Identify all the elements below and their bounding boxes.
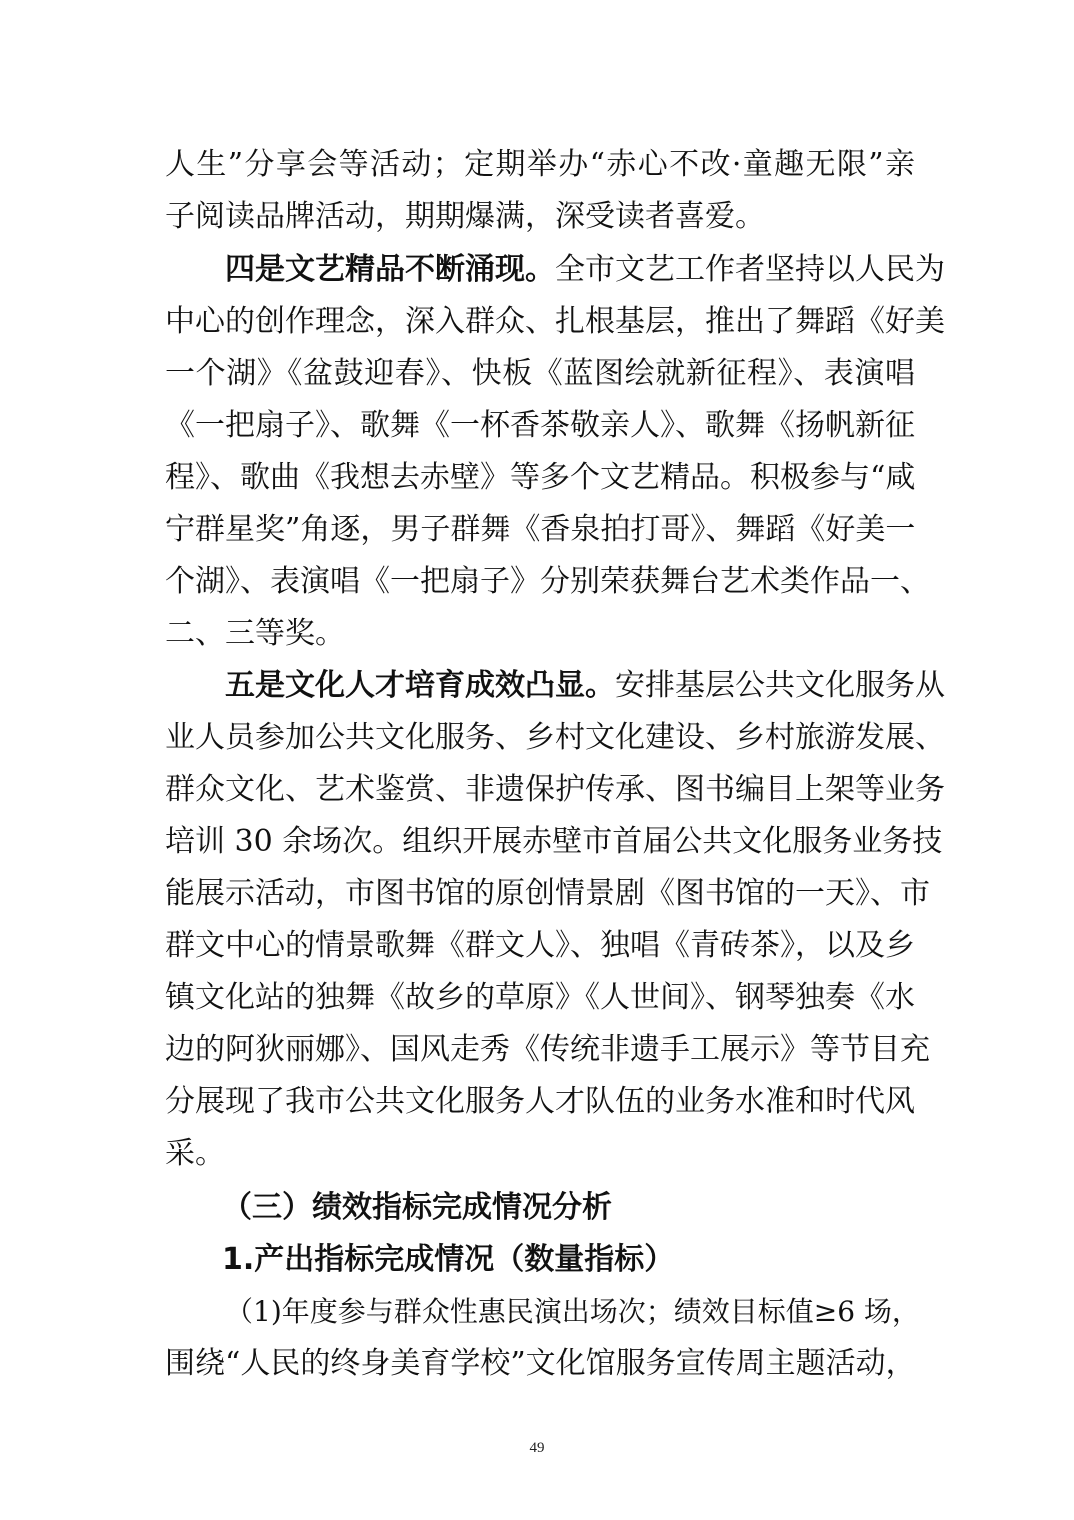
text-line: 群文中心的情景歌舞《群文人》、独唱《青砖茶》，以及乡: [165, 928, 915, 963]
paragraph-5-lead: 五是文化人才培育成效凸显。: [225, 668, 615, 703]
text-line: 《一把扇子》、歌舞《一杯香茶敬亲人》、歌舞《扬帆新征: [165, 408, 915, 443]
text-line: 分展现了我市公共文化服务人才队伍的业务水准和时代风: [165, 1084, 915, 1119]
item-1-second-line: 围绕“人民的终身美育学校”文化馆服务宣传周主题活动，: [165, 1346, 916, 1381]
text-line: 镇文化站的独舞《故乡的草原》《人世间》、钢琴独奏《水: [165, 980, 915, 1015]
page-number: 49: [529, 1440, 545, 1456]
text-line: 子阅读品牌活动，期期爆满，深受读者喜爱。: [165, 199, 765, 234]
text-line: 程》、歌曲《我想去赤壁》等多个文艺精品。积极参与“咸: [165, 460, 916, 495]
paragraph-5-first-rest: 安排基层公共文化服务从: [615, 668, 945, 703]
text-line: 采。: [165, 1136, 225, 1171]
text-line: 个湖》、表演唱《一把扇子》分别荣获舞台艺术类作品一、: [165, 564, 930, 599]
text-line: 培训 30 余场次。组织开展赤壁市首届公共文化服务业务技: [165, 824, 943, 859]
text-line: 一个湖》《盆鼓迎春》、快板《蓝图绘就新征程》、表演唱: [165, 356, 915, 391]
text-line: 人生”分享会等活动；定期举办“赤心不改·童趣无限”亲: [165, 147, 915, 182]
text-line: 群众文化、艺术鉴赏、非遗保护传承、图书编目上架等业务: [165, 772, 945, 807]
text-line: 二、三等奖。: [165, 616, 345, 651]
item-1-first-line: （1)年度参与群众性惠民演出场次；绩效目标值≥6 场，: [225, 1295, 920, 1328]
text-line: 业人员参加公共文化服务、乡村文化建设、乡村旅游发展、: [165, 720, 945, 755]
paragraph-4-first-line: [225, 251, 945, 289]
text-line: 宁群星奖”角逐，男子群舞《香泉拍打哥》、舞蹈《好美一: [165, 512, 916, 547]
paragraph-4-first-rest: 全市文艺工作者坚持以人民为: [555, 252, 945, 287]
section-heading: （三）绩效指标完成情况分析: [222, 1190, 612, 1225]
subsection-heading: 1.产出指标完成情况（数量指标）: [222, 1242, 675, 1277]
paragraph-4-lead: 四是文艺精品不断涌现。: [225, 252, 555, 287]
paragraph-5-first-line: [225, 667, 945, 705]
text-line: 能展示活动，市图书馆的原创情景剧《图书馆的一天》、市: [165, 876, 930, 911]
text-line: 中心的创作理念，深入群众、扎根基层，推出了舞蹈《好美: [165, 304, 945, 339]
text-line: 边的阿狄丽娜》、国风走秀《传统非遗手工展示》等节目充: [165, 1032, 930, 1067]
